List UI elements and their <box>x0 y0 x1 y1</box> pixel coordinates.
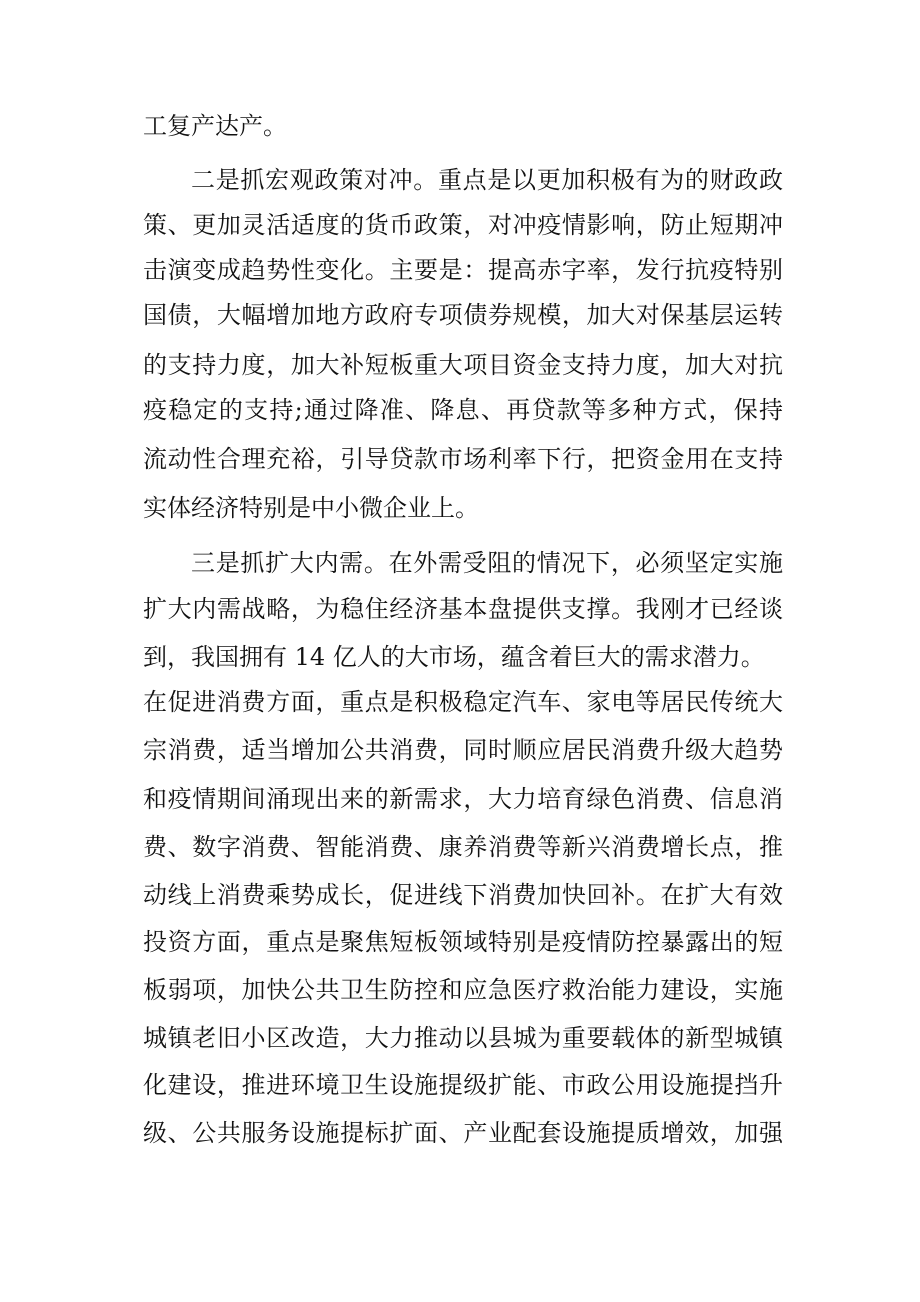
text-line-18: 投资方面，重点是聚焦短板领域特别是疫情防控暴露出的短 <box>143 928 783 956</box>
text-line-17: 动线上消费乘势成长，促进线下消费加快回补。在扩大有效 <box>143 881 783 909</box>
text-line-12: 到，我国拥有 14 亿人的大市场，蕴含着巨大的需求潜力。 <box>143 643 765 671</box>
text-line-19: 板弱项，加快公共卫生防控和应急医疗救治能力建设，实施 <box>143 976 783 1004</box>
paragraph-2-line-1: 二是抓宏观政策对冲。重点是以更加积极有为的财政政 <box>191 166 783 194</box>
text-line-8: 流动性合理充裕，引导贷款市场利率下行，把资金用在支持 <box>143 445 783 473</box>
text-line-16: 费、数字消费、智能消费、康养消费等新兴消费增长点，推 <box>143 833 783 861</box>
text-line-20: 城镇老旧小区改造，大力推动以县城为重要载体的新型城镇 <box>143 1024 783 1052</box>
text-line-5: 国债，大幅增加地方政府专项债券规模，加大对保基层运转 <box>143 301 783 329</box>
text-line-15: 和疫情期间涌现出来的新需求，大力培育绿色消费、信息消 <box>143 785 783 813</box>
text-line-21: 化建设，推进环境卫生设施提级扩能、市政公用设施提挡升 <box>143 1071 783 1099</box>
paragraph-3-line-1: 三是抓扩大内需。在外需受阻的情况下，必须坚定实施 <box>191 549 783 577</box>
text-line-7: 疫稳定的支持;通过降准、降息、再贷款等多种方式，保持 <box>143 396 783 424</box>
text-line-13: 在促进消费方面，重点是积极稳定汽车、家电等居民传统大 <box>143 688 783 716</box>
text-line-3: 策、更加灵活适度的货币政策，对冲疫情影响，防止短期冲 <box>143 211 783 239</box>
text-line-6: 的支持力度，加大补短板重大项目资金支持力度，加大对抗 <box>143 351 783 379</box>
text-line-1: 工复产达产。 <box>143 112 287 140</box>
text-line-9: 实体经济特别是中小微企业上。 <box>143 494 479 522</box>
text-line-4: 击演变成趋势性变化。主要是：提高赤字率，发行抗疫特别 <box>143 256 783 284</box>
text-line-14: 宗消费，适当增加公共消费，同时顺应居民消费升级大趋势 <box>143 736 783 764</box>
text-line-22: 级、公共服务设施提标扩面、产业配套设施提质增效，加强 <box>143 1119 783 1147</box>
text-line-11: 扩大内需战略，为稳住经济基本盘提供支撑。我刚才已经谈 <box>143 595 783 623</box>
